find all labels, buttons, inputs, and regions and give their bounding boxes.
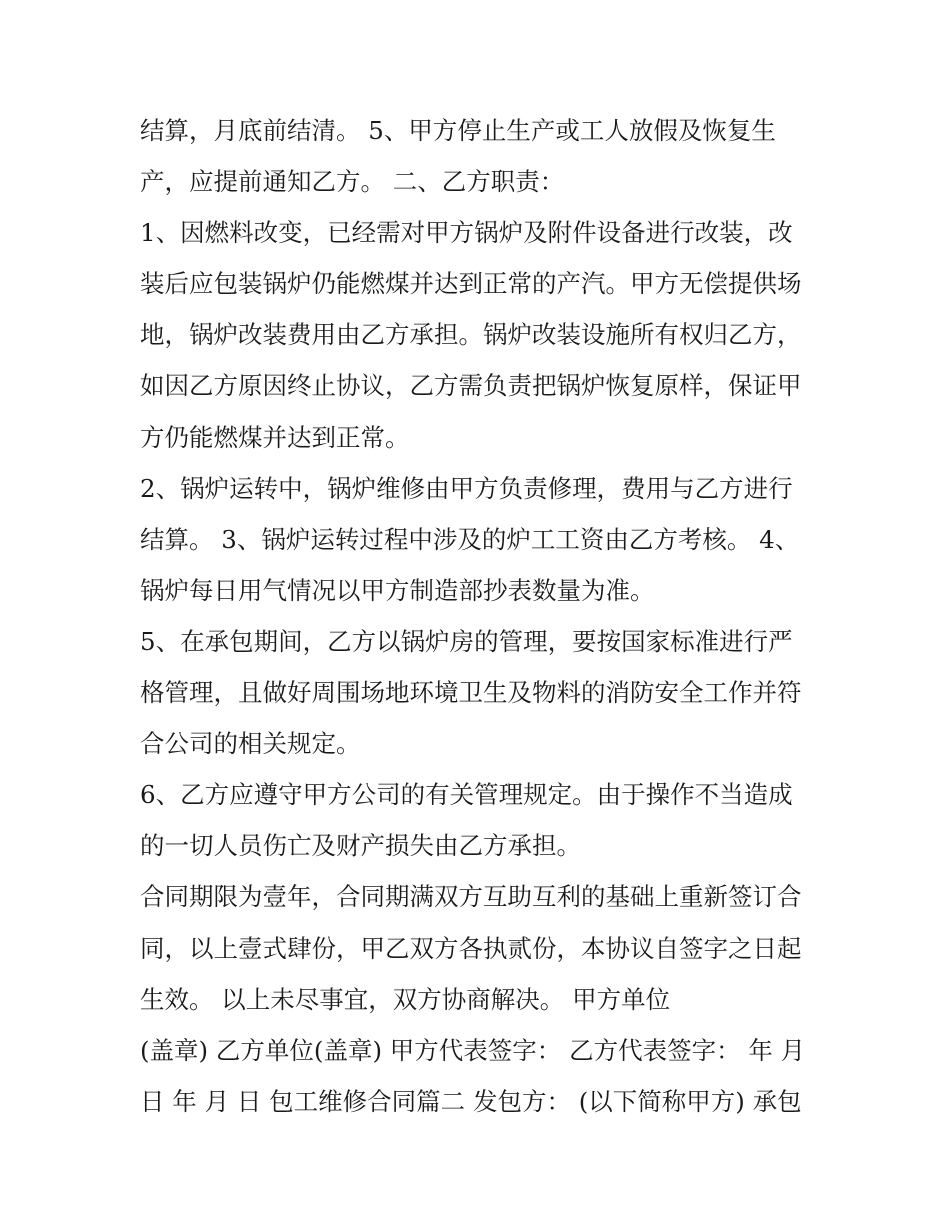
text-line: 格管理，且做好周围场地环境卫生及物料的消防安全工作并符 — [140, 678, 802, 708]
text-line: 合公司的相关规定。 — [140, 729, 361, 759]
text-line: 结算。 3、锅炉运转过程中涉及的炉工工资由乙方考核。 4、 — [140, 524, 800, 554]
text-line: 1、因燃料改变，已经需对甲方锅炉及附件设备进行改装，改 — [140, 218, 793, 248]
text-line: 如因乙方原因终止协议，乙方需负责把锅炉恢复原样，保证甲 — [140, 371, 802, 401]
text-line: 锅炉每日用气情况以甲方制造部抄表数量为准。 — [140, 575, 655, 605]
text-line: 同，以上壹式肆份，甲乙双方各执贰份，本协议自签字之日起 — [140, 933, 802, 963]
text-line: 产，应提前通知乙方。 二、乙方职责： — [140, 167, 565, 197]
text-line: 6、乙方应遵守甲方公司的有关管理规定。由于操作不当造成 — [140, 780, 793, 810]
text-line: 的一切人员伤亡及财产损失由乙方承担。 — [140, 831, 581, 861]
text-line: 5、在承包期间，乙方以锅炉房的管理，要按国家标准进行严 — [140, 626, 793, 656]
text-line: 2、锅炉运转中，锅炉维修由甲方负责修理，费用与乙方进行 — [140, 473, 793, 503]
text-line: 日 年 月 日 包工维修合同篇二 发包方： (以下简称甲方) 承包 — [140, 1086, 802, 1116]
text-line: 生效。 以上未尽事宜，双方协商解决。 甲方单位 — [140, 984, 671, 1014]
text-line: 地，锅炉改装费用由乙方承担。锅炉改装设施所有权归乙方， — [140, 320, 802, 350]
text-line: (盖章) 乙方单位(盖章) 甲方代表签字： 乙方代表签字： 年 月 — [140, 1035, 806, 1065]
text-line: 结算，月底前结清。 5、甲方停止生产或工人放假及恢复生 — [140, 116, 776, 145]
contract-body-text — [140, 105, 820, 1127]
text-line: 装后应包装锅炉仍能燃煤并达到正常的产汽。甲方无偿提供场 — [140, 269, 802, 299]
text-line: 合同期限为壹年，合同期满双方互助互利的基础上重新签订合 — [140, 882, 802, 912]
text-line: 方仍能燃煤并达到正常。 — [140, 422, 410, 452]
